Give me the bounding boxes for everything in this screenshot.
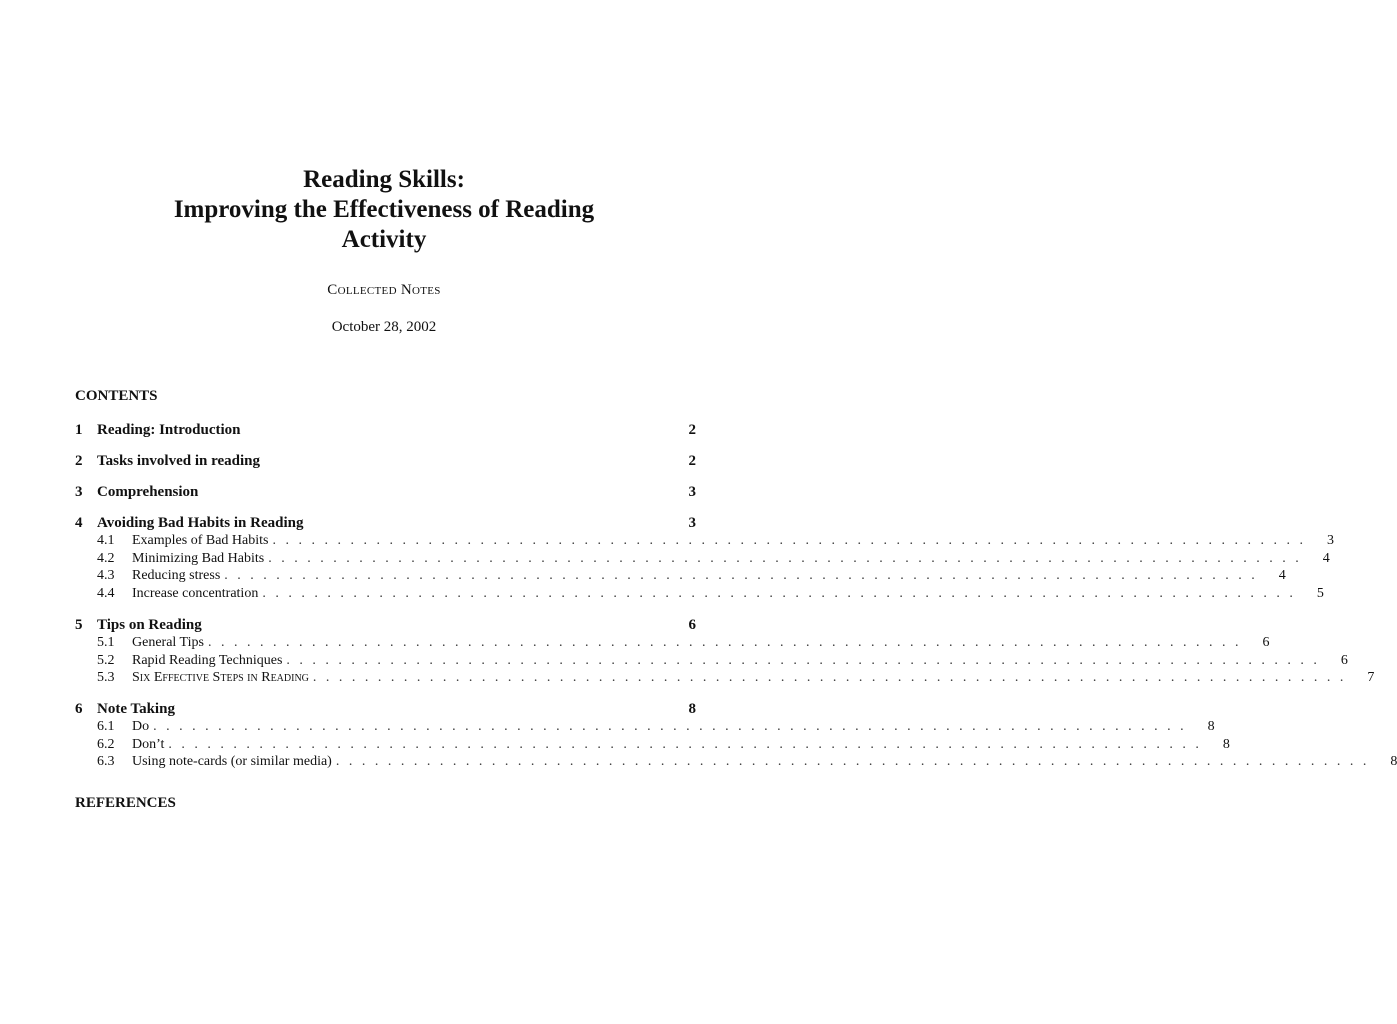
- toc-section-entry[interactable]: [75, 483, 696, 501]
- toc-subsection-title: Examples of Bad Habits: [132, 533, 269, 548]
- toc-subsection-entry[interactable]: [75, 736, 1230, 754]
- toc-subsection-title: Using note-cards (or similar media): [132, 754, 332, 770]
- toc-subsection-page: 8: [1390, 754, 1397, 770]
- toc-subsection-number: 4.1: [97, 533, 115, 548]
- toc-subsection-entry[interactable]: [75, 634, 1270, 652]
- toc-subsection-title: Don’t: [132, 736, 165, 752]
- toc-section: [75, 700, 1397, 771]
- toc-subsection-entry[interactable]: [75, 550, 1330, 568]
- dot-leader: . . . . . . . . . . . . . . . . . . . . . . . . . . . . . . . . . . . . . . . . . . . . . . . . . . . . . . . . . . . . . . . . . . . . . . . . . . . . . . . .: [153, 718, 1187, 734]
- toc-subsection-title: Six Effective Steps in Reading: [132, 670, 309, 686]
- toc-subsection-page: 6: [1262, 634, 1270, 650]
- toc-subsection-entry[interactable]: [75, 585, 1324, 603]
- toc-subsection-number: 4.2: [97, 550, 115, 566]
- dot-leader: . . . . . . . . . . . . . . . . . . . . . . . . . . . . . . . . . . . . . . . . . . . . . . . . . . . . . . . . . . . . . . . . . . . . . . . . . . . . . . . .: [207, 634, 1242, 650]
- document-title: [0, 165, 768, 255]
- toc-subsection-page: 5: [1316, 586, 1324, 602]
- toc-subsection-number: 6.3: [97, 754, 115, 770]
- dot-leader: . . . . . . . . . . . . . . . . . . . . . . . . . . . . . . . . . . . . . . . . . . . . . . . . . . . . . . . . . . . . . . . . . . . . . . . . . . . . . . . .: [312, 670, 1347, 686]
- document-author: Collected Notes: [327, 282, 441, 298]
- toc-subsection-page: 4: [1322, 550, 1330, 566]
- toc-subsection-entry[interactable]: [75, 532, 1334, 550]
- toc-section: [75, 616, 1375, 687]
- toc-subsection-title: General Tips: [132, 634, 204, 650]
- toc-subsection-title: Rapid Reading Techniques: [132, 652, 283, 668]
- toc-subsection-page: 3: [1326, 533, 1334, 548]
- dot-leader: . . . . . . . . . . . . . . . . . . . . . . . . . . . . . . . . . . . . . . . . . . . . . . . . . . . . . . . . . . . . . . . . . . . . . . . . . . . . . . . .: [168, 736, 1202, 752]
- toc-section-entry[interactable]: [75, 452, 696, 470]
- toc-subsection-number: 5.1: [97, 634, 115, 650]
- table-of-contents: [75, 421, 1397, 784]
- toc-section-title: Avoiding Bad Habits in Reading: [97, 515, 304, 531]
- dot-leader: . . . . . . . . . . . . . . . . . . . . . . . . . . . . . . . . . . . . . . . . . . . . . . . . . . . . . . . . . . . . . . . . . . . . . . . . . . . . . . . .: [272, 533, 1306, 548]
- toc-subsection-number: 4.3: [97, 568, 115, 584]
- toc-section-title: Tips on Reading: [97, 616, 202, 633]
- dot-leader: . . . . . . . . . . . . . . . . . . . . . . . . . . . . . . . . . . . . . . . . . . . . . . . . . . . . . . . . . . . . . . . . . . . . . . . . . . . . . . . .: [262, 586, 1296, 602]
- dot-leader: . . . . . . . . . . . . . . . . . . . . . . . . . . . . . . . . . . . . . . . . . . . . . . . . . . . . . . . . . . . . . . . . . . . . . . . . . . . . . . . .: [224, 568, 1258, 584]
- toc-section-entry[interactable]: [75, 514, 696, 532]
- toc-section-number: 1: [75, 422, 83, 438]
- toc-section-number: 3: [75, 484, 83, 500]
- toc-subsection-number: 6.2: [97, 736, 115, 752]
- toc-section-page: 2: [688, 453, 696, 469]
- toc-section-entry[interactable]: [75, 421, 696, 439]
- contents-heading: CONTENTS: [75, 388, 158, 404]
- toc-subsection-entry[interactable]: [75, 652, 1348, 670]
- toc-subsection-title: Increase concentration: [132, 586, 259, 602]
- toc-subsection-title: Reducing stress: [132, 568, 221, 584]
- toc-section-title: Comprehension: [97, 484, 199, 500]
- toc-section-page: 3: [688, 515, 696, 531]
- references-heading: REFERENCES: [75, 795, 176, 811]
- toc-section-page: 2: [688, 422, 696, 438]
- toc-section-entry[interactable]: [75, 700, 696, 718]
- toc-section-page: 8: [688, 700, 696, 717]
- toc-subsection-entry[interactable]: [75, 718, 1215, 736]
- toc-section-number: 2: [75, 453, 83, 469]
- toc-subsection-page: 8: [1207, 718, 1215, 734]
- toc-subsection-page: 4: [1278, 568, 1286, 584]
- toc-section-title: Note Taking: [97, 700, 175, 717]
- dot-leader: . . . . . . . . . . . . . . . . . . . . . . . . . . . . . . . . . . . . . . . . . . . . . . . . . . . . . . . . . . . . . . . . . . . . . . . . . . . . . . . .: [286, 652, 1320, 668]
- title-line-1: Reading Skills:: [303, 166, 465, 193]
- toc-subsection-title: Do: [132, 718, 150, 734]
- toc-section: [75, 514, 1334, 603]
- toc-section-page: 3: [688, 484, 696, 500]
- toc-subsection-number: 5.2: [97, 652, 115, 668]
- toc-section-number: 5: [75, 616, 83, 633]
- toc-subsection-entry[interactable]: [75, 669, 1375, 687]
- toc-subsection-entry[interactable]: [75, 567, 1286, 585]
- toc-subsection-title: Minimizing Bad Habits: [132, 550, 265, 566]
- toc-section-title: Tasks involved in reading: [97, 453, 260, 469]
- toc-section-page: 6: [688, 616, 696, 633]
- toc-section: [75, 483, 696, 501]
- toc-section-entry[interactable]: [75, 616, 696, 634]
- document-date: October 28, 2002: [331, 319, 437, 335]
- dot-leader: . . . . . . . . . . . . . . . . . . . . . . . . . . . . . . . . . . . . . . . . . . . . . . . . . . . . . . . . . . . . . . . . . . . . . . . . . . . . . . . .: [335, 754, 1370, 770]
- toc-section: [75, 421, 696, 439]
- toc-section: [75, 452, 696, 470]
- title-line-3: Activity: [341, 226, 427, 253]
- dot-leader: . . . . . . . . . . . . . . . . . . . . . . . . . . . . . . . . . . . . . . . . . . . . . . . . . . . . . . . . . . . . . . . . . . . . . . . . . . . . . . . .: [268, 550, 1302, 566]
- toc-section-title: Reading: Introduction: [97, 422, 241, 438]
- toc-section-number: 4: [75, 515, 83, 531]
- toc-section-number: 6: [75, 700, 83, 717]
- toc-subsection-number: 6.1: [97, 718, 115, 734]
- toc-subsection-page: 8: [1222, 736, 1230, 752]
- toc-subsection-page: 7: [1367, 670, 1375, 686]
- toc-subsection-number: 4.4: [97, 586, 115, 602]
- toc-subsection-entry[interactable]: [75, 753, 1397, 771]
- title-line-2: Improving the Effectiveness of Reading: [173, 196, 595, 223]
- toc-subsection-page: 6: [1340, 652, 1348, 668]
- toc-subsection-number: 5.3: [97, 670, 115, 686]
